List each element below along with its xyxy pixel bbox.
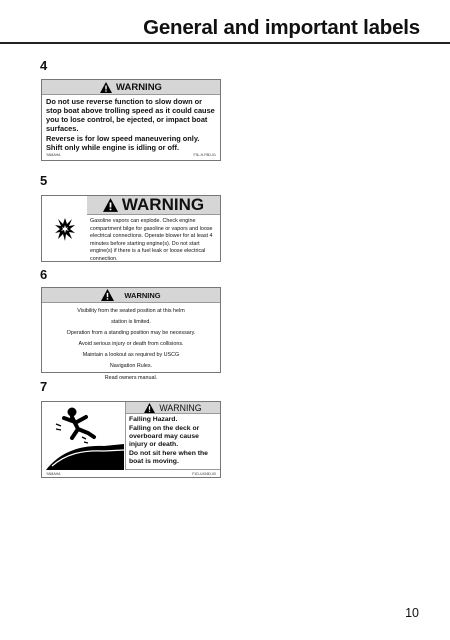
warning-heading: WARNING (124, 290, 161, 300)
label-7-number: 7 (40, 379, 48, 394)
label-4-body (42, 95, 220, 152)
label-6-line: Visibility from the seated position at this helm (77, 308, 185, 314)
label-6-body (42, 303, 220, 384)
warning-triangle-icon (103, 198, 118, 212)
label-4-footer (42, 153, 220, 157)
label-6-card (41, 287, 221, 381)
explosion-icon (54, 216, 76, 242)
label-7-text-panel (125, 402, 220, 470)
label-4-para-2: Reverse is for low speed maneuvering only. Shift only while engine is idling or off. (46, 133, 200, 152)
boat-icon (46, 444, 124, 470)
label-5-card (41, 195, 221, 262)
label-5-number: 5 (40, 173, 48, 188)
label-6-line: Maintain a lookout as required by USCG (82, 352, 180, 359)
label-7-para-2: Falling on the deck or overboard may cause injury or death. (129, 425, 200, 448)
title-rule (0, 42, 450, 44)
footer-brand: YAMAHA (46, 472, 61, 476)
warning-header (87, 196, 220, 215)
falling-panel (42, 402, 125, 470)
label-7-para-1: Falling Hazard. (129, 416, 178, 423)
warning-triangle-icon (144, 403, 155, 413)
warning-triangle-icon (101, 289, 114, 301)
label-5-body: Gasoline vapors can explode. Check engine compartment bilge for gasoline or vapors and loose electrical connections. Operate blower for at least 4 minutes before starting engine(s). Do not start engine(s) if there is a fuel leak or loose electrical connection. (90, 218, 213, 262)
falling-person-icon (42, 402, 125, 470)
footer-brand: YAMAHA (46, 153, 61, 158)
label-7-para-3: Do not sit here when the boat is moving. (129, 450, 208, 465)
warning-heading: WARNING (116, 81, 162, 93)
warning-header (126, 402, 220, 414)
warning-header (42, 80, 220, 95)
warning-triangle-icon (100, 82, 112, 93)
label-6-line: Avoid serious injury or death from collisions. (78, 341, 184, 348)
label-6-number: 6 (40, 267, 48, 282)
label-6-line: Read owners manual. (104, 374, 158, 381)
label-6-line: Navigation Rules. (109, 363, 153, 370)
label-6-line: Operation from a standing position may be necessary. (66, 330, 196, 337)
warning-header (42, 288, 220, 303)
label-7-footer (42, 470, 220, 476)
label-4-para-1: Do not use reverse function to slow down or stop boat above trolling speed as it could cause you to lose control, be ejected, or impact boat surfaces. (46, 97, 215, 133)
label-7-card (41, 401, 221, 478)
label-6-line: station is limited. (111, 319, 151, 326)
warning-heading: WARNING (159, 402, 202, 413)
label-4-number: 4 (40, 58, 48, 73)
page-title: General and important labels (143, 16, 420, 39)
warning-heading: WARNING (121, 195, 205, 214)
label-5-text-panel (87, 196, 220, 261)
page-number: 10 (405, 606, 419, 620)
label-7-body (126, 414, 220, 469)
label-4-card (41, 79, 221, 161)
footer-code: F1D-U416D-00 (192, 472, 216, 476)
explosion-panel (42, 196, 87, 261)
footer-code: F3L-H-F8D-01 (193, 153, 216, 158)
